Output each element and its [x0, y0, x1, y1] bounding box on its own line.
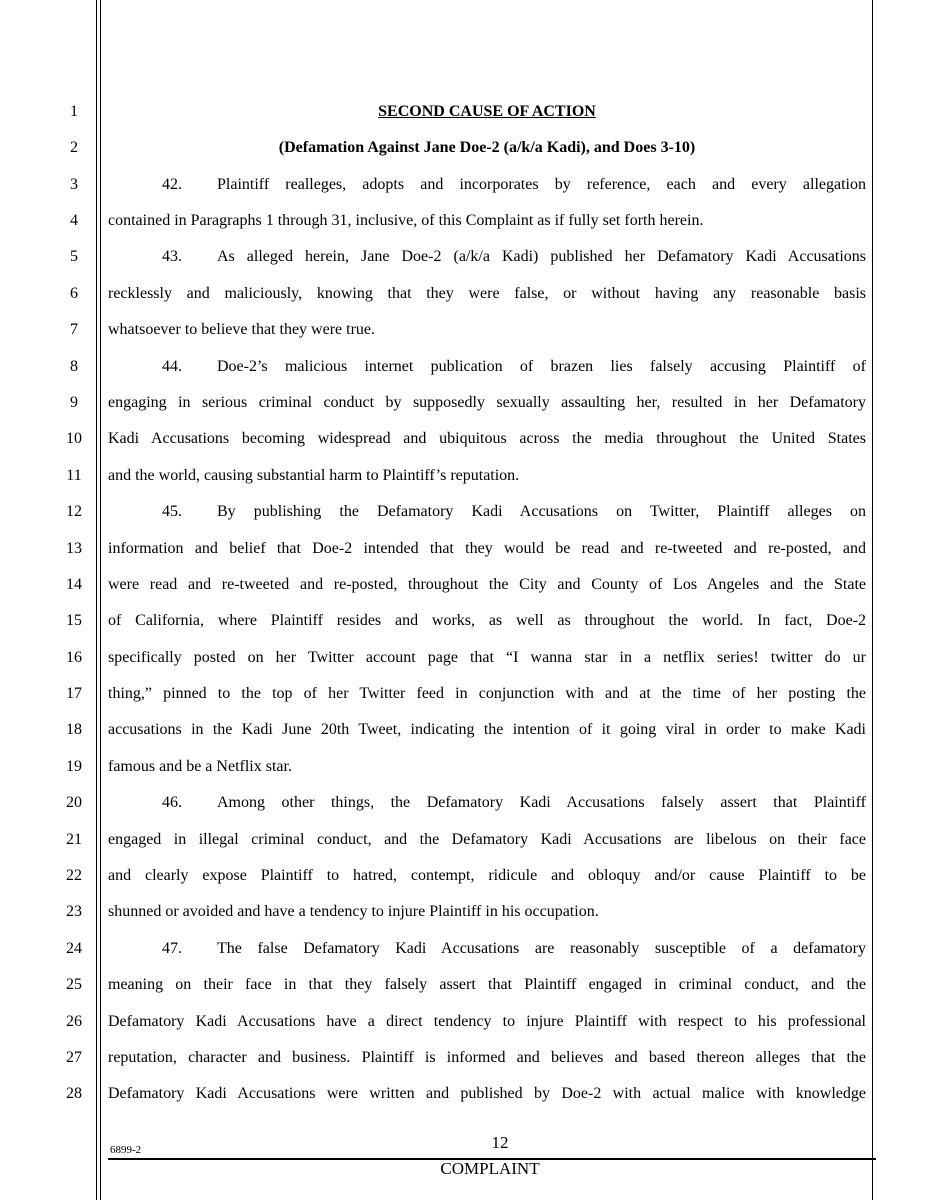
paragraph-line: and the world, causing substantial harm to Plaintiff’s reputation. — [108, 467, 520, 484]
line-number: 20 — [66, 794, 82, 811]
paragraph-line: Kadi Accusations becoming widespread and ubiquitous across the media throughout the United States — [108, 430, 866, 447]
paragraph-number: 42. — [162, 176, 182, 193]
line-number: 4 — [70, 212, 78, 229]
paragraph-line: of California, where Plaintiff resides and works, as well as throughout the world. In fact, Doe-2 — [108, 612, 866, 629]
paragraph-line: engaging in serious criminal conduct by supposedly sexually assaulting her, resulted in her Defamatory — [108, 394, 866, 411]
paragraph-line: famous and be a Netflix star. — [108, 758, 292, 775]
line-number: 17 — [66, 685, 82, 702]
paragraph-line-text: As alleged herein, Jane Doe-2 (a/k/a Kadi) published her Defamatory Kadi Accusations — [217, 248, 866, 265]
line-number: 1 — [70, 103, 78, 120]
paragraph-line: Defamatory Kadi Accusations have a direct tendency to injure Plaintiff with respect to his professional — [108, 1013, 866, 1030]
paragraph-line: accusations in the Kadi June 20th Tweet, indicating the intention of it going viral in order to make Kadi — [108, 721, 866, 738]
line-number: 3 — [70, 176, 78, 193]
paragraph-number: 43. — [162, 248, 182, 265]
line-number: 26 — [66, 1013, 82, 1030]
line-number: 15 — [66, 612, 82, 629]
paragraph-line-text: Doe-2’s malicious internet publication of brazen lies falsely accusing Plaintiff of — [217, 358, 866, 375]
section-subheading: (Defamation Against Jane Doe-2 (a/k/a Kadi), and Does 3-10) — [278, 139, 696, 156]
paragraph-line-text: Among other things, the Defamatory Kadi Accusations falsely assert that Plaintiff — [217, 794, 866, 811]
paragraph-line: were read and re-tweeted and re-posted, throughout the City and County of Los Angeles and the State — [108, 576, 866, 593]
paragraph-first-line — [108, 175, 866, 195]
line-number: 7 — [70, 321, 78, 338]
line-number: 16 — [66, 649, 82, 666]
paragraph-line: contained in Paragraphs 1 through 31, inclusive, of this Complaint as if fully set forth herein. — [108, 212, 704, 229]
line-number: 22 — [66, 867, 82, 884]
paragraph-line: recklessly and maliciously, knowing that they were false, or without having any reasonable basis — [108, 285, 866, 302]
line-number: 12 — [66, 503, 82, 520]
left-margin-rule-outer — [96, 0, 97, 1200]
paragraph-line: shunned or avoided and have a tendency to injure Plaintiff in his occupation. — [108, 903, 599, 920]
right-margin-rule — [872, 0, 873, 1200]
paragraph-line-text: By publishing the Defamatory Kadi Accusations on Twitter, Plaintiff alleges on — [217, 503, 866, 520]
paragraph-line: engaged in illegal criminal conduct, and the Defamatory Kadi Accusations are libelous on their face — [108, 831, 866, 848]
paragraph-line: and clearly expose Plaintiff to hatred, contempt, ridicule and obloquy and/or cause Plaintiff to be — [108, 867, 866, 884]
footer-doc-code: 6899-2 — [110, 1144, 142, 1156]
paragraph-first-line — [108, 247, 866, 267]
paragraph-line: whatsoever to believe that they were true. — [108, 321, 375, 338]
section-heading: SECOND CAUSE OF ACTION — [378, 103, 596, 120]
line-number: 11 — [66, 467, 82, 484]
paragraph-line: thing,” pinned to the top of her Twitter feed in conjunction with and at the time of her posting the — [108, 685, 866, 702]
paragraph-first-line — [108, 357, 866, 377]
paragraph-line: information and belief that Doe-2 intended that they would be read and re-tweeted and re-posted, and — [108, 540, 866, 557]
line-number: 25 — [66, 976, 82, 993]
line-number: 27 — [66, 1049, 82, 1066]
line-number: 9 — [70, 394, 78, 411]
line-number: 19 — [66, 758, 82, 775]
paragraph-number: 44. — [162, 358, 182, 375]
line-number: 18 — [66, 721, 82, 738]
paragraph-first-line — [108, 939, 866, 959]
line-number: 21 — [66, 831, 82, 848]
paragraph-number: 47. — [162, 940, 182, 957]
paragraph-number: 46. — [162, 794, 182, 811]
paragraph-line-text: The false Defamatory Kadi Accusations are reasonably susceptible of a defamatory — [217, 940, 866, 957]
footer-page-number: 12 — [491, 1133, 509, 1152]
paragraph-line: reputation, character and business. Plaintiff is informed and believes and based thereon alleges that the — [108, 1049, 866, 1066]
line-number: 5 — [70, 248, 78, 265]
paragraph-line: specifically posted on her Twitter account page that “I wanna star in a netflix series! twitter do ur — [108, 649, 866, 666]
paragraph-line-text: Plaintiff realleges, adopts and incorporates by reference, each and every allegation — [217, 176, 866, 193]
left-margin-rule-inner — [100, 0, 101, 1200]
line-number: 10 — [66, 430, 82, 447]
paragraph-number: 45. — [162, 503, 182, 520]
line-number: 28 — [66, 1085, 82, 1102]
paragraph-line: Defamatory Kadi Accusations were written and published by Doe-2 with actual malice with knowledge — [108, 1085, 866, 1102]
line-number: 8 — [70, 358, 78, 375]
line-number: 14 — [66, 576, 82, 593]
line-number: 23 — [66, 903, 82, 920]
line-number: 2 — [70, 139, 78, 156]
paragraph-line: meaning on their face in that they falsely assert that Plaintiff engaged in criminal conduct, and the — [108, 976, 866, 993]
line-number: 24 — [66, 940, 82, 957]
footer-document-title: COMPLAINT — [440, 1159, 540, 1178]
paragraph-first-line — [108, 793, 866, 813]
paragraph-first-line — [108, 502, 866, 522]
line-number: 6 — [70, 285, 78, 302]
line-number: 13 — [66, 540, 82, 557]
